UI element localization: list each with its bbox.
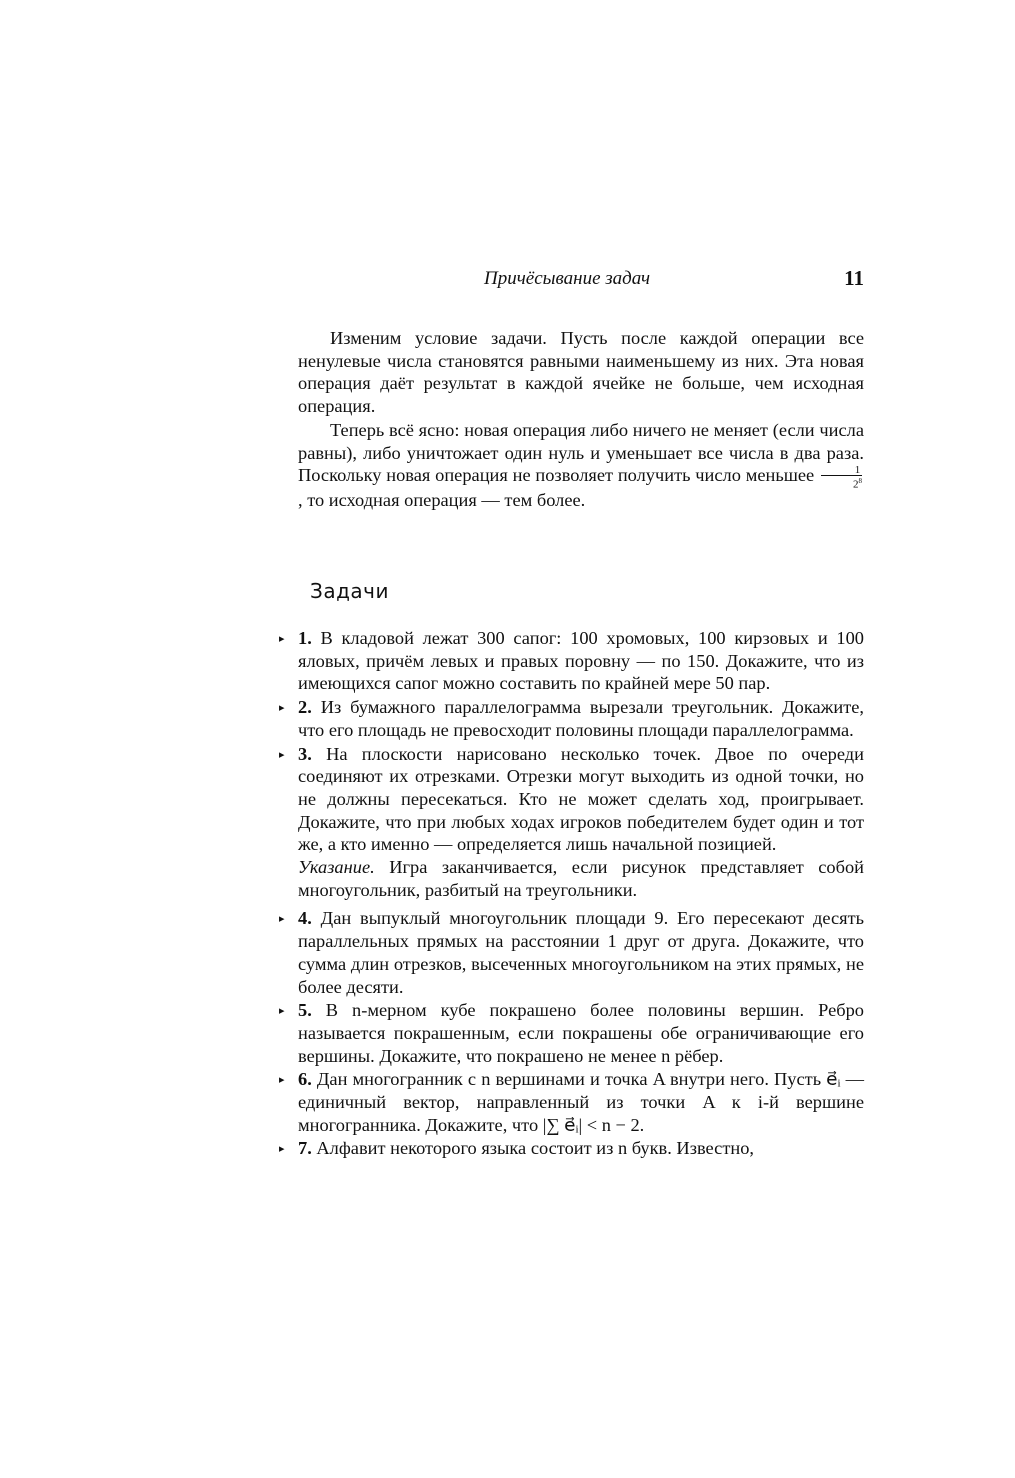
problem-body xyxy=(298,1068,864,1136)
problem-text: Дан многогранник с n вершинами и точка A внутри него. Пусть e⃗ᵢ — единичный вектор, направленный из точки A к i-й вершине многогранника. Докажите, что |∑ e⃗ᵢ| < n − 2. xyxy=(298,1069,864,1135)
triangle-marker-icon: ▸ xyxy=(279,1073,285,1087)
denominator-exponent: 8 xyxy=(858,476,862,485)
paragraph-2-tail: , то исходная операция — тем более. xyxy=(298,490,586,511)
problem-number: 2. xyxy=(298,697,312,718)
problem-body xyxy=(298,907,864,998)
triangle-marker-icon: ▸ xyxy=(279,701,285,715)
problem-body xyxy=(298,743,864,857)
problem-number: 6. xyxy=(298,1069,312,1090)
problem-text: Алфавит некоторого языка состоит из n букв. Известно, xyxy=(316,1138,754,1159)
intro-paragraph-2 xyxy=(298,419,864,512)
problem-item xyxy=(279,743,864,902)
triangle-marker-icon: ▸ xyxy=(279,747,285,761)
intro-text xyxy=(298,327,864,512)
problem-item xyxy=(279,627,864,695)
fraction-numerator: 1 xyxy=(821,465,862,476)
problem-text: Из бумажного параллелограмма вырезали треугольник. Докажите, что его площадь не превосходит половины площади параллелограмма. xyxy=(298,697,864,740)
triangle-marker-icon: ▸ xyxy=(279,1142,285,1156)
problem-hint xyxy=(298,856,864,901)
problem-body xyxy=(298,627,864,695)
problem-number: 5. xyxy=(298,1000,312,1021)
section-title: Задачи xyxy=(310,579,389,603)
denominator-base: 2 xyxy=(853,478,859,491)
problem-text: В n-мерном кубе покрашено более половины вершин. Ребро называется покрашенным, если покрашены обе ограничивающие его вершины. Докажите, что покрашено не менее n рёбер. xyxy=(298,1000,864,1066)
problem-item xyxy=(279,1137,864,1160)
fraction-denominator xyxy=(821,476,862,490)
problem-list xyxy=(279,627,864,1161)
problem-item xyxy=(279,907,864,998)
problem-item xyxy=(279,999,864,1067)
problem-text: На плоскости нарисовано несколько точек. Двое по очереди соединяют их отрезками. Отрезки могут выходить из одной точки, но не должны пересекаться. Кто не может сделать ход, проигрывает. Докажите, что при любых ходах игроков победителем будет один и тот же, а кто именно — определяется лишь начальной позицией. xyxy=(298,743,864,855)
problem-number: 7. xyxy=(298,1138,312,1159)
hint-text: Игра заканчивается, если рисунок представляет собой многоугольник, разбитый на треугольники. xyxy=(298,857,864,900)
page-number: 11 xyxy=(844,266,864,290)
triangle-marker-icon: ▸ xyxy=(279,912,285,926)
triangle-marker-icon: ▸ xyxy=(279,632,285,645)
problem-number: 4. xyxy=(298,908,312,929)
problem-body xyxy=(298,696,864,741)
triangle-marker-icon: ▸ xyxy=(279,1004,285,1018)
problem-body xyxy=(298,1137,864,1160)
problem-number: 3. xyxy=(298,743,312,764)
problem-body xyxy=(298,999,864,1067)
problem-item xyxy=(279,1068,864,1136)
intro-paragraph-1: Изменим условие задачи. Пусть после каждой операции все ненулевые числа становятся равными наименьшему из них. Эта новая операция даёт результат в каждой ячейке не больше, чем исходная операция. xyxy=(298,328,864,417)
problem-number: 1. xyxy=(298,628,312,648)
problem-text: В кладовой лежат 300 сапог: 100 хромовых, 100 кирзовых и 100 яловых, причём левых и правых поровну — по 150. Докажите, что из имеющихся сапог можно составить по крайней мере 50 пар. xyxy=(298,628,864,694)
problem-text: Дан выпуклый многоугольник площади 9. Его пересекают десять параллельных прямых на расстоянии 1 друг от друга. Докажите, что сумма длин отрезков, высеченных многоугольником на этих прямых, не более десяти. xyxy=(298,908,864,997)
problem-item xyxy=(279,696,864,741)
running-header xyxy=(298,268,864,294)
hint-label: Указание. xyxy=(298,857,375,878)
running-title: Причёсывание задач xyxy=(484,268,651,289)
paragraph-2-text: Теперь всё ясно: новая операция либо ничего не меняет (если числа равны), либо уничтожает один нуль и уменьшает все числа в два раза. Поскольку новая операция не позволяет получить число меньшее xyxy=(298,419,864,486)
fraction-one-over-two-pow-8 xyxy=(821,465,862,490)
